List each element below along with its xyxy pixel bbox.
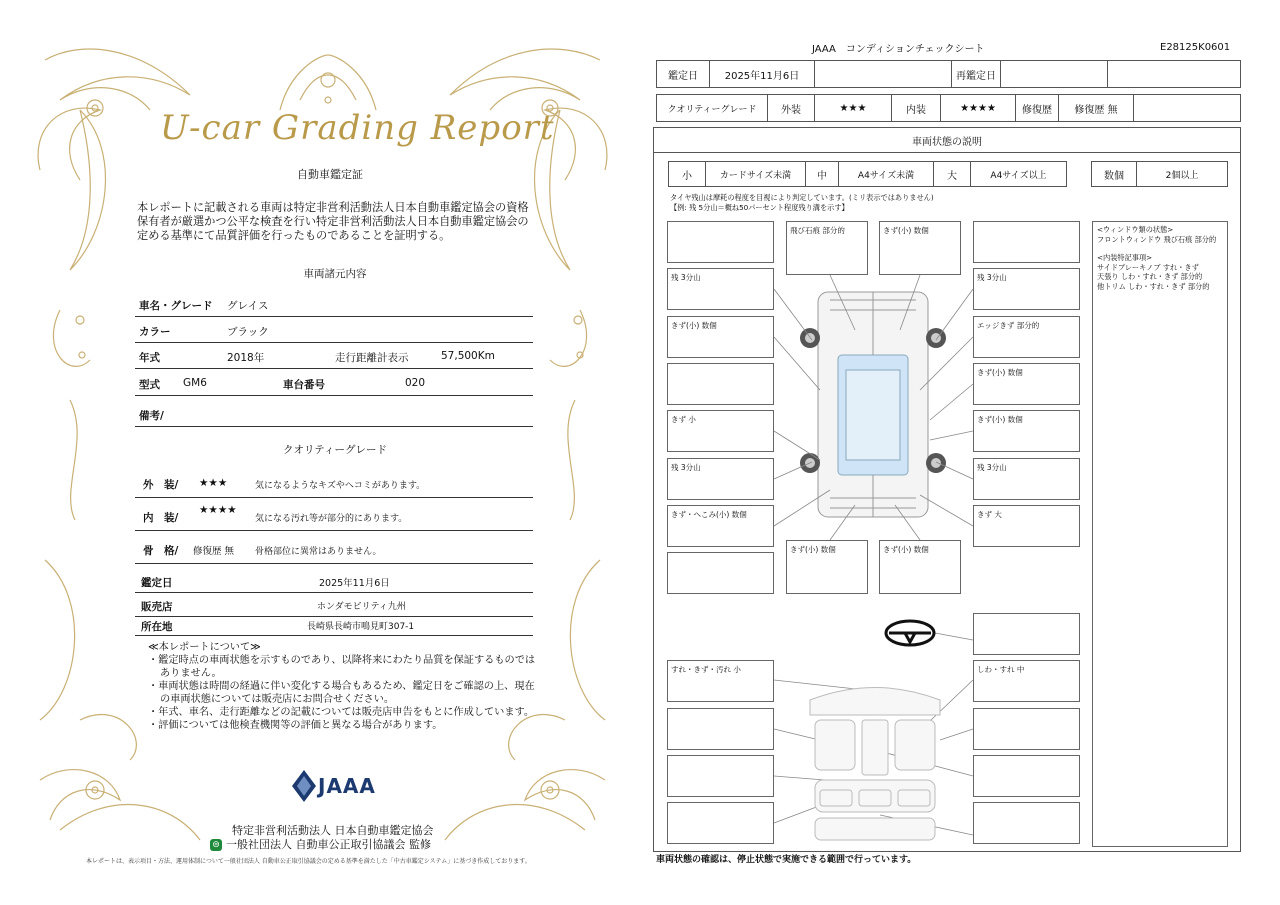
steering-wheel-icon <box>883 618 937 648</box>
note-item: ・車両状態は時間の経過に伴い変化する場合もあるため、鑑定日をご確認の上、現在の車両状態については販売店にお問合せください。 <box>148 681 535 705</box>
condition-check-sheet <box>640 0 1280 905</box>
side-note-line: サイドブレーキノブ すれ・きず <box>1097 262 1199 272</box>
address-label: 所在地 <box>141 621 173 633</box>
int-stars-cell: ★★★★ <box>940 94 1016 122</box>
grade-row-interior <box>135 504 533 531</box>
name-label: 車名・グレード <box>139 300 213 312</box>
repair-label-cell: 修復歴 <box>1015 94 1059 122</box>
damage-box: きず(小) 数個 <box>879 221 961 275</box>
chassis-label: 車台番号 <box>283 379 325 391</box>
mileage-label: 走行距離計表示 <box>335 352 409 364</box>
side-note-line: <ウィンドウ類の状態> <box>1097 225 1174 234</box>
grade-row-exterior <box>135 471 533 498</box>
model-value: GM6 <box>183 377 207 389</box>
legend-medium-desc: A4サイズ未満 <box>838 161 934 187</box>
exterior-stars: ★★★ <box>199 477 228 489</box>
note-item: ・年式、車名、走行距離などの記載については販売店申告をもとに作成しています。 <box>148 707 535 718</box>
damage-box: 飛び石痕 部分的 <box>786 221 868 275</box>
color-label: カラー <box>139 326 171 338</box>
address-value: 長崎県長崎市鳴見町307-1 <box>307 622 415 632</box>
damage-box: きず 大 <box>973 505 1080 547</box>
sheet-id: E28125K0601 <box>1160 42 1231 53</box>
color-value: ブラック <box>227 326 269 338</box>
legend-large-desc: A4サイズ以上 <box>970 161 1067 187</box>
spec-row-name <box>135 292 533 317</box>
org-name-2: 一般社団法人 自動車公正取引協議会 監修 <box>226 838 431 851</box>
tire-note-line1: タイヤ残山は摩耗の程度を目視により判定しています。(ミリ表示ではありません) <box>670 193 934 202</box>
damage-box: エッジきず 部分的 <box>973 316 1080 358</box>
exterior-label: 外 装/ <box>143 479 179 491</box>
jaaa-logo-icon <box>290 768 318 804</box>
info-row-address <box>135 615 533 636</box>
interior-label: 内 装/ <box>143 512 179 524</box>
notes-title: ≪本レポートについて≫ <box>148 642 261 653</box>
damage-box: きず(小) 数個 <box>786 540 868 594</box>
damage-box: きず・へこみ(小) 数個 <box>667 505 774 547</box>
damage-box: 残 3分山 <box>667 458 774 500</box>
date-value: 2025年11月6日 <box>319 578 390 589</box>
side-note-line: 他トリム しわ・すれ・きず 部分的 <box>1097 281 1210 291</box>
date-value-cell: 2025年11月6日 <box>709 60 815 88</box>
intro-text: 本レポートに記載される車両は特定非営利活動法人日本自動車鑑定協会の資格保有者が厳選かつ公平な検査を行い特定非営利活動法人日本自動車鑑定協会の定める基準にて品質評価を行ったものであることを証明する。 <box>137 201 529 242</box>
quality-label-cell: クオリティーグレード <box>656 94 768 122</box>
footnote: 本レポートは、表示項目・方法、運用体制について一般社団法人 自動車公正取引協議会の定める基準を満たした「中古車鑑定システム」に基づき作成しております。 <box>86 858 531 865</box>
damage-box: 残 3分山 <box>667 268 774 310</box>
ext-stars-cell: ★★★ <box>814 94 892 122</box>
damage-box: 残 3分山 <box>973 458 1080 500</box>
legend-count: 数個 <box>1091 161 1137 187</box>
legend-count-desc: 2個以上 <box>1136 161 1228 187</box>
damage-box: きず(小) 数個 <box>667 316 774 358</box>
mileage-value: 57,500Km <box>441 350 495 362</box>
section-title-cell: 車両状態の説明 <box>653 127 1241 153</box>
info-row-dealer <box>135 594 533 617</box>
remarks-label: 備考/ <box>139 410 164 422</box>
spec-row-remarks <box>135 402 533 427</box>
spec-row-model <box>135 371 533 396</box>
damage-box: きず(小) 数個 <box>973 410 1080 452</box>
report-title: U-car Grading Report <box>160 108 555 148</box>
interior-stars: ★★★★ <box>199 504 237 516</box>
legend-small: 小 <box>668 161 706 187</box>
fair-trade-council-icon: ⊜ <box>210 839 222 851</box>
note-item: ・評価については他検査機関等の評価と異なる場合があります。 <box>148 720 443 731</box>
jaaa-logo-text: JAAA <box>318 774 376 798</box>
year-value: 2018年 <box>227 352 265 364</box>
damage-box: きず(小) 数個 <box>973 363 1080 405</box>
dealer-value: ホンダモビリティ九州 <box>317 602 406 612</box>
date-label: 鑑定日 <box>141 577 173 589</box>
chassis-value: 020 <box>405 377 426 389</box>
legend-medium: 中 <box>805 161 839 187</box>
repair-value-cell: 修復歴 無 <box>1058 94 1134 122</box>
name-value: グレイス <box>227 300 269 312</box>
spec-heading: 車両諸元内容 <box>303 268 367 280</box>
int-label-cell: 内装 <box>891 94 941 122</box>
info-row-date <box>135 570 533 593</box>
ext-label-cell: 外装 <box>767 94 815 122</box>
org-name-2-row <box>210 836 431 852</box>
legend-large: 大 <box>933 161 971 187</box>
tire-note-line2: 【例: 残 5分山＝概ね50パーセント程度残り溝を示す】 <box>670 203 849 212</box>
car-interior-diagram <box>800 680 950 850</box>
note-item: ・鑑定時点の車両状態を示すものであり、以降将来にわたり品質を保証するものではありません。 <box>148 655 536 679</box>
side-note-line: フロントウィンドウ 飛び石痕 部分的 <box>1097 234 1217 244</box>
grade-heading: クオリティーグレード <box>283 444 387 456</box>
date-label-cell: 鑑定日 <box>656 60 710 88</box>
reinspect-label-cell: 再鑑定日 <box>951 60 1001 88</box>
grade-row-frame <box>135 537 533 564</box>
spec-row-year <box>135 344 533 369</box>
certificate-title: 自動車鑑定証 <box>297 168 363 181</box>
frame-label: 骨 格/ <box>143 545 179 557</box>
leader-lines <box>640 0 1280 905</box>
damage-box: きず(小) 数個 <box>879 540 961 594</box>
side-note-line: <内装特記事項> <box>1097 253 1153 263</box>
spec-row-color <box>135 318 533 343</box>
interior-box: しわ・すれ 中 <box>973 660 1080 702</box>
frame-value: 修復歴 無 <box>193 546 235 557</box>
year-label: 年式 <box>139 352 160 364</box>
damage-box: 残 3分山 <box>973 268 1080 310</box>
interior-box: すれ・きず・汚れ 小 <box>667 660 774 702</box>
dealer-label: 販売店 <box>141 601 173 613</box>
report-notes <box>148 641 538 732</box>
org-name-1: 特定非営利活動法人 日本自動車鑑定協会 <box>232 824 434 837</box>
exterior-text: 気になるようなキズやヘコミがあります。 <box>255 481 426 491</box>
legend-small-desc: カードサイズ未満 <box>705 161 806 187</box>
frame-text: 骨格部位に異常はありません。 <box>255 547 382 557</box>
model-label: 型式 <box>139 379 160 391</box>
interior-text: 気になる汚れ等が部分的にあります。 <box>255 514 408 524</box>
damage-box: きず 小 <box>667 410 774 452</box>
bottom-note: 車両状態の確認は、停止状態で実施できる範囲で行っています。 <box>656 855 917 865</box>
side-note-line: 天張り しわ・すれ・きず 部分的 <box>1097 272 1203 282</box>
sheet-title: JAAA コンディションチェックシート <box>812 44 985 55</box>
